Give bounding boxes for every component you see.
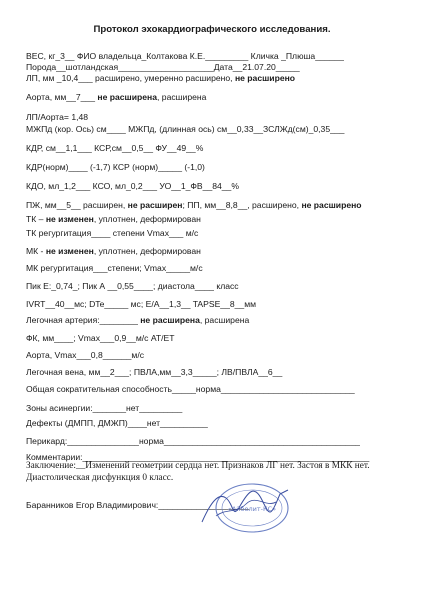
line-conclusion: Заключение:__Изменений геометрии сердца нет. Признаков ЛГ нет. Застоя в МКК нет. (26, 461, 370, 471)
line-weight-owner: ВЕС, кг_3__ ФИО владельца_Колтакова К.Е._________ Кличка _Плюша______ (26, 51, 344, 61)
line-aorta: Аорта, мм__7___ не расширена, расширена (26, 92, 207, 102)
line-doctor-signature: Баранников Егор Владимирович:___________________ (26, 500, 250, 510)
line-breed-date: Порода__шотландская____________________Дата__21.07.20_____ (26, 62, 300, 72)
line-pulmonary-artery: Легочная артерия:________ не расширена, расширена (26, 315, 250, 325)
line-mitral: МК - не изменен, уплотнен, деформирован (26, 246, 201, 256)
line-la-aorta-ratio: ЛП/Аорта= 1,48 (26, 112, 89, 122)
line-comments: Комментарии:____________________________________________________________ (26, 452, 370, 462)
line-tricuspid-regurg: ТК регургитация____ степени Vmax___ м/с (26, 228, 199, 238)
line-ivrt: IVRT__40__мс; DTe_____ мс; E/A__1,3__ TAPSE__8__мм (26, 299, 257, 309)
line-pericardium: Перикард:_______________норма_________________________________________ (26, 436, 360, 446)
line-asynergy: Зоны асинергии:_______нет_________ (26, 403, 183, 413)
line-aorta-vmax: Аорта, Vmax___0,8______м/с (26, 350, 145, 360)
line-ivs: МЖПд (кор. Ось) см____ МЖПд, (длинная ось) см__0,33__ЗСЛЖд(см)_0,35___ (26, 124, 345, 134)
line-tricuspid: ТК – не изменен, уплотнен, деформирован (26, 214, 201, 224)
line-la: ЛП, мм _10,4___ расширено, умеренно расширено, не расширено (26, 73, 296, 83)
line-mitral-regurg: МК регургитация___степени; Vmax_____м/с (26, 263, 203, 273)
svg-text:«Айболит-КС»: «Айболит-КС» (227, 505, 277, 513)
line-rv-ra: ПЖ, мм__5__ расширен, не расширен; ПП, мм__8,8__, расширено, не расширено (26, 200, 362, 210)
line-e-a-peaks: Пик Е:_0,74_; Пик А __0,55____; диастола____ класс (26, 281, 239, 291)
document-title: Протокол эхокардиографического исследования. (93, 24, 331, 35)
line-fk: ФК, мм____; Vmax___0,9__м/с AT/ET (26, 333, 175, 343)
line-pulmonary-vein: Легочная вена, мм__2___; ПВЛА,мм__3,3_____; ЛВ/ПВЛА__6__ (26, 367, 283, 377)
line-kdo: КДО, мл_1,2___ КСО, мл_0,2___ УО__1_ФВ__84__% (26, 181, 239, 191)
line-diastolic: Диастолическая дисфункция 0 класс. (26, 473, 174, 483)
clinic-stamp-icon (196, 478, 296, 538)
line-defects: Дефекты (ДМПП, ДМЖП)____нет__________ (26, 418, 208, 428)
line-kdr: КДР, см__1,1___ КСР,см__0,5__ ФУ__49__% (26, 143, 204, 153)
line-contractility: Общая сократительная способность_____норма____________________________ (26, 384, 355, 394)
line-kdr-norm: КДР(норм)____ (-1,7) КСР (норм)_____ (-1,0) (26, 162, 205, 172)
